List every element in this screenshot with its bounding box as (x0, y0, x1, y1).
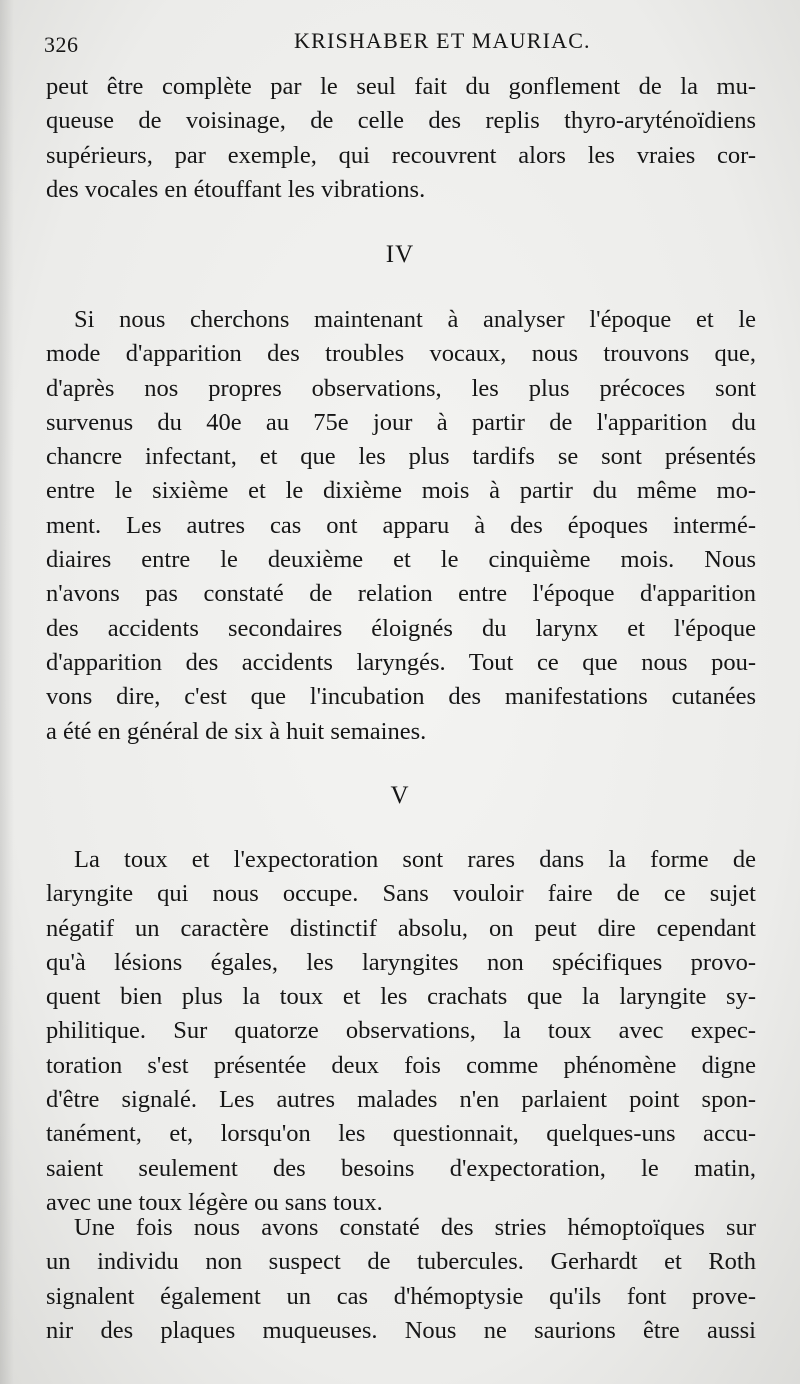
text-line: survenus du 40e au 75e jour à partir de l'apparition du (46, 408, 756, 436)
text-line: un individu non suspect de tubercules. Gerhardt et Roth (46, 1248, 756, 1276)
text-line: n'avons pas constaté de relation entre l'époque d'apparition (46, 580, 756, 608)
text-line: supérieurs, par exemple, qui recouvrent alors les vraies cor- (46, 141, 756, 169)
text-line: toration s'est présentée deux fois comme phénomène digne (46, 1051, 756, 1079)
text-line: avec une toux légère ou sans toux. (46, 1188, 383, 1216)
running-head: KRISHABER ET MAURIAC. (294, 28, 591, 53)
page-gutter-shadow (0, 0, 14, 1384)
page-header (44, 28, 756, 64)
section-iv-paragraph (46, 303, 756, 749)
text-line: quent bien plus la toux et les crachats que la laryngite sy- (46, 983, 756, 1011)
text-line: vons dire, c'est que l'incubation des manifestations cutanées (46, 683, 756, 711)
text-line: saient seulement des besoins d'expectoration, le matin, (46, 1154, 756, 1182)
text-line: d'après nos propres observations, les plus précoces sont (46, 374, 756, 402)
text-line: des vocales en étouffant les vibrations. (46, 175, 426, 203)
text-line: ment. Les autres cas ont apparu à des époques intermé- (46, 511, 756, 539)
text-line: Si nous cherchons maintenant à analyser l'époque et le (74, 306, 756, 333)
text-line: négatif un caractère distinctif absolu, on peut dire cependant (46, 914, 756, 942)
text-line: qu'à lésions égales, les laryngites non spécifiques provo- (46, 948, 756, 976)
text-line: Une fois nous avons constaté des stries hémoptoïques sur (74, 1214, 756, 1241)
text-line: d'être signalé. Les autres malades n'en parlaient point spon- (46, 1086, 756, 1114)
text-line: entre le sixième et le dixième mois à partir du même mo- (46, 477, 756, 505)
text-line: chancre infectant, et que les plus tardifs se sont présentés (46, 443, 756, 471)
text-line: nir des plaques muqueuses. Nous ne saurions être aussi (46, 1316, 756, 1344)
section-heading-iv: IV (385, 241, 415, 268)
text-line: a été en général de six à huit semaines. (46, 717, 427, 745)
text-line: mode d'apparition des troubles vocaux, nous trouvons que, (46, 340, 756, 368)
text-line: peut être complète par le seul fait du gonflement de la mu- (46, 73, 756, 100)
section-v-paragraph-1 (46, 843, 756, 1220)
page-number: 326 (44, 32, 79, 57)
text-line: philitique. Sur quatorze observations, la toux avec expec- (46, 1017, 756, 1045)
section-v-paragraph-2 (46, 1211, 756, 1348)
text-line: La toux et l'expectoration sont rares dans la forme de (74, 846, 756, 873)
paragraph-continuation (46, 70, 756, 207)
text-line: diaires entre le deuxième et le cinquième mois. Nous (46, 546, 756, 574)
section-heading-v: V (390, 782, 410, 809)
text-line: tanément, et, lorsqu'on les questionnait, quelques-uns accu- (46, 1120, 756, 1148)
text-line: queuse de voisinage, de celle des replis thyro-aryténoïdiens (46, 107, 756, 135)
text-line: des accidents secondaires éloignés du larynx et l'époque (46, 614, 756, 642)
text-line: d'apparition des accidents laryngés. Tout ce que nous pou- (46, 648, 756, 676)
text-line: signalent également un cas d'hémoptysie qu'ils font prove- (46, 1282, 756, 1310)
text-line: laryngite qui nous occupe. Sans vouloir faire de ce sujet (46, 880, 756, 908)
